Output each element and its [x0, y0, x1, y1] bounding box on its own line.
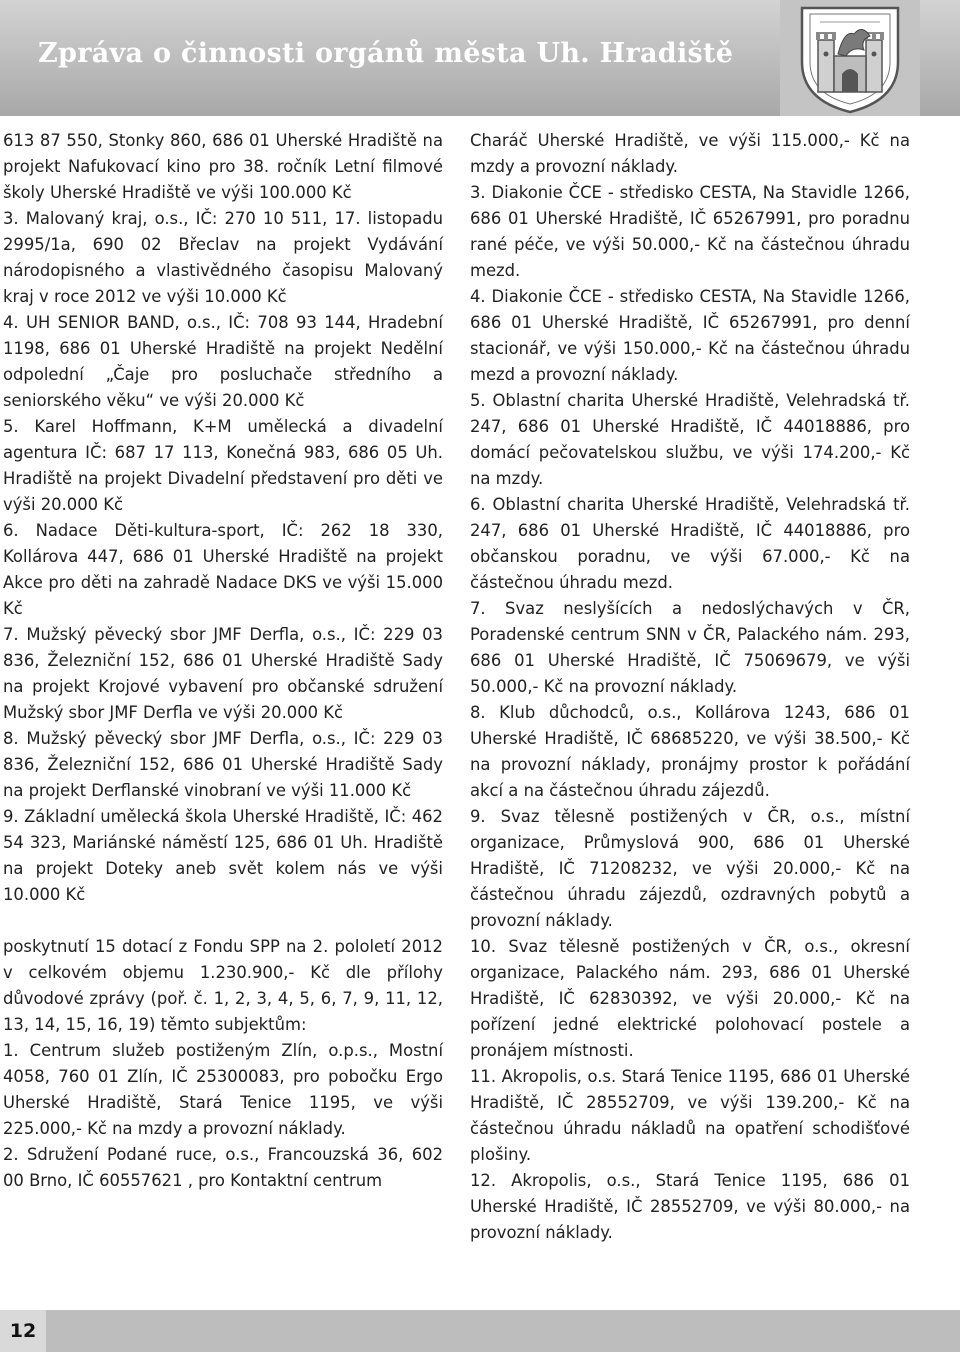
paragraph: poskytnutí 15 dotací z Fondu SPP na 2. pololetí 2012 v celkovém objemu 1.230.900,- Kč dle přílohy důvodové zprávy (poř. č. 1, 2, 3, 4, 5, 6, 7, 9, 11, 12, 13, 14, 15, 16, 19) těmto subjektům: — [3, 937, 443, 1034]
left-text-column — [3, 128, 443, 1194]
page-number: 12 — [0, 1310, 46, 1352]
paragraph: 12. Akropolis, o.s., Stará Tenice 1195, 686 01 Uherské Hradiště, IČ 28552709, ve výši 80.000,- na provozní náklady. — [470, 1171, 910, 1242]
paragraph: 10. Svaz tělesně postižených v ČR, o.s., okresní organizace, Palackého nám. 293, 686 01 Uherské Hradiště, IČ 62830392, ve výši 20.000,- Kč na pořízení jedné elektrické polohovací postele a pronájem místnosti. — [470, 937, 910, 1060]
paragraph: 7. Mužský pěvecký sbor JMF Derfla, o.s., IČ: 229 03 836, Železniční 152, 686 01 Uherské Hradiště Sady na projekt Krojové vybavení pro občanské sdružení Mužský sbor JMF Derfla ve výši 20.000 Kč — [3, 625, 443, 722]
paragraph: 8. Mužský pěvecký sbor JMF Derfla, o.s., IČ: 229 03 836, Železniční 152, 686 01 Uherské Hradiště Sady na projekt Derflanské vinobraní ve výši 11.000 Kč — [3, 729, 443, 800]
paragraph: 9. Svaz tělesně postižených v ČR, o.s., místní organizace, Průmyslová 900, 686 01 Uherské Hradiště, IČ 71208232, ve výši 20.000,- Kč na částečnou úhradu zájezdů, ozdravných pobytů a provozní náklady. — [470, 807, 910, 930]
paragraph: 8. Klub důchodců, o.s., Kollárova 1243, 686 01 Uherské Hradiště, IČ 68685220, ve výši 38.500,- Kč na provozní náklady, pronájmy prostor k pořádání akcí a na částečnou úhradu zájezdů. — [470, 703, 910, 800]
paragraph: 5. Oblastní charita Uherské Hradiště, Velehradská tř. 247, 686 01 Uherské Hradiště, IČ 44018886, pro domácí pečovatelskou službu, ve výši 174.200,- Kč na mzdy. — [470, 391, 910, 488]
city-coat-of-arms-icon — [780, 0, 920, 116]
paragraph: 2. Sdružení Podané ruce, o.s., Francouzská 36, 602 00 Brno, IČ 60557621 , pro Kontaktní centrum — [3, 1145, 443, 1190]
right-text-column — [470, 128, 910, 1246]
paragraph: 1. Centrum služeb postiženým Zlín, o.p.s., Mostní 4058, 760 01 Zlín, IČ 25300083, pro pobočku Ergo Uherské Hradiště, Stará Tenice 1195, ve výši 225.000,- Kč na mzdy a provozní náklady. — [3, 1041, 443, 1138]
paragraph: Charáč Uherské Hradiště, ve výši 115.000,- Kč na mzdy a provozní náklady. — [470, 131, 910, 176]
page-title: Zpráva o činnosti orgánů města Uh. Hradiště — [38, 38, 734, 69]
paragraph: 6. Oblastní charita Uherské Hradiště, Velehradská tř. 247, 686 01 Uherské Hradiště, IČ 44018886, pro občanskou poradnu, ve výši 67.000,- Kč na částečnou úhradu mezd. — [470, 495, 910, 592]
page-header — [0, 0, 960, 116]
paragraph: 4. Diakonie ČCE - středisko CESTA, Na Stavidle 1266, 686 01 Uherské Hradiště, IČ 65267991, pro denní stacionář, ve výši 150.000,- Kč na částečnou úhradu mezd a provozní náklady. — [470, 287, 910, 384]
paragraph: 9. Základní umělecká škola Uherské Hradiště, IČ: 462 54 323, Mariánské náměstí 125, 686 01 Uh. Hradiště na projekt Doteky aneb svět kolem nás ve výši 10.000 Kč — [3, 807, 443, 904]
paragraph: 7. Svaz neslyšících a nedoslýchavých v ČR, Poradenské centrum SNN v ČR, Palackého nám. 293, 686 01 Uherské Hradiště, IČ 75069679, ve výši 50.000,- Kč na provozní náklady. — [470, 599, 910, 696]
paragraph: 3. Diakonie ČCE - středisko CESTA, Na Stavidle 1266, 686 01 Uherské Hradiště, IČ 65267991, pro poradnu rané péče, ve výši 50.000,- Kč na částečnou úhradu mezd. — [470, 183, 910, 280]
paragraph: 11. Akropolis, o.s. Stará Tenice 1195, 686 01 Uherské Hradiště, IČ 28552709, ve výši 139.200,- Kč na částečnou úhradu nákladů na opatření schodišťové plošiny. — [470, 1067, 910, 1164]
footer-bar — [0, 1310, 960, 1352]
paragraph: 4. UH SENIOR BAND, o.s., IČ: 708 93 144, Hradební 1198, 686 01 Uherské Hradiště na projekt Nedělní odpolední „Čaje pro posluchače středního a seniorského věku“ ve výši 20.000 Kč — [3, 313, 443, 410]
paragraph: 613 87 550, Stonky 860, 686 01 Uherské Hradiště na projekt Nafukovací kino pro 38. ročník Letní filmové školy Uherské Hradiště ve výši 100.000 Kč — [3, 131, 443, 202]
paragraph: 6. Nadace Děti-kultura-sport, IČ: 262 18 330, Kollárova 447, 686 01 Uherské Hradiště na projekt Akce pro děti na zahradě Nadace DKS ve výši 15.000 Kč — [3, 521, 443, 618]
paragraph: 5. Karel Hoffmann, K+M umělecká a divadelní agentura IČ: 687 17 113, Konečná 983, 686 05 Uh. Hradiště na projekt Divadelní představení pro děti ve výši 20.000 Kč — [3, 417, 443, 514]
paragraph: 3. Malovaný kraj, o.s., IČ: 270 10 511, 17. listopadu 2995/1a, 690 02 Břeclav na projekt Vydávání národopisného a vlastivědného časopisu Malovaný kraj v roce 2012 ve výši 10.000 Kč — [3, 209, 443, 306]
